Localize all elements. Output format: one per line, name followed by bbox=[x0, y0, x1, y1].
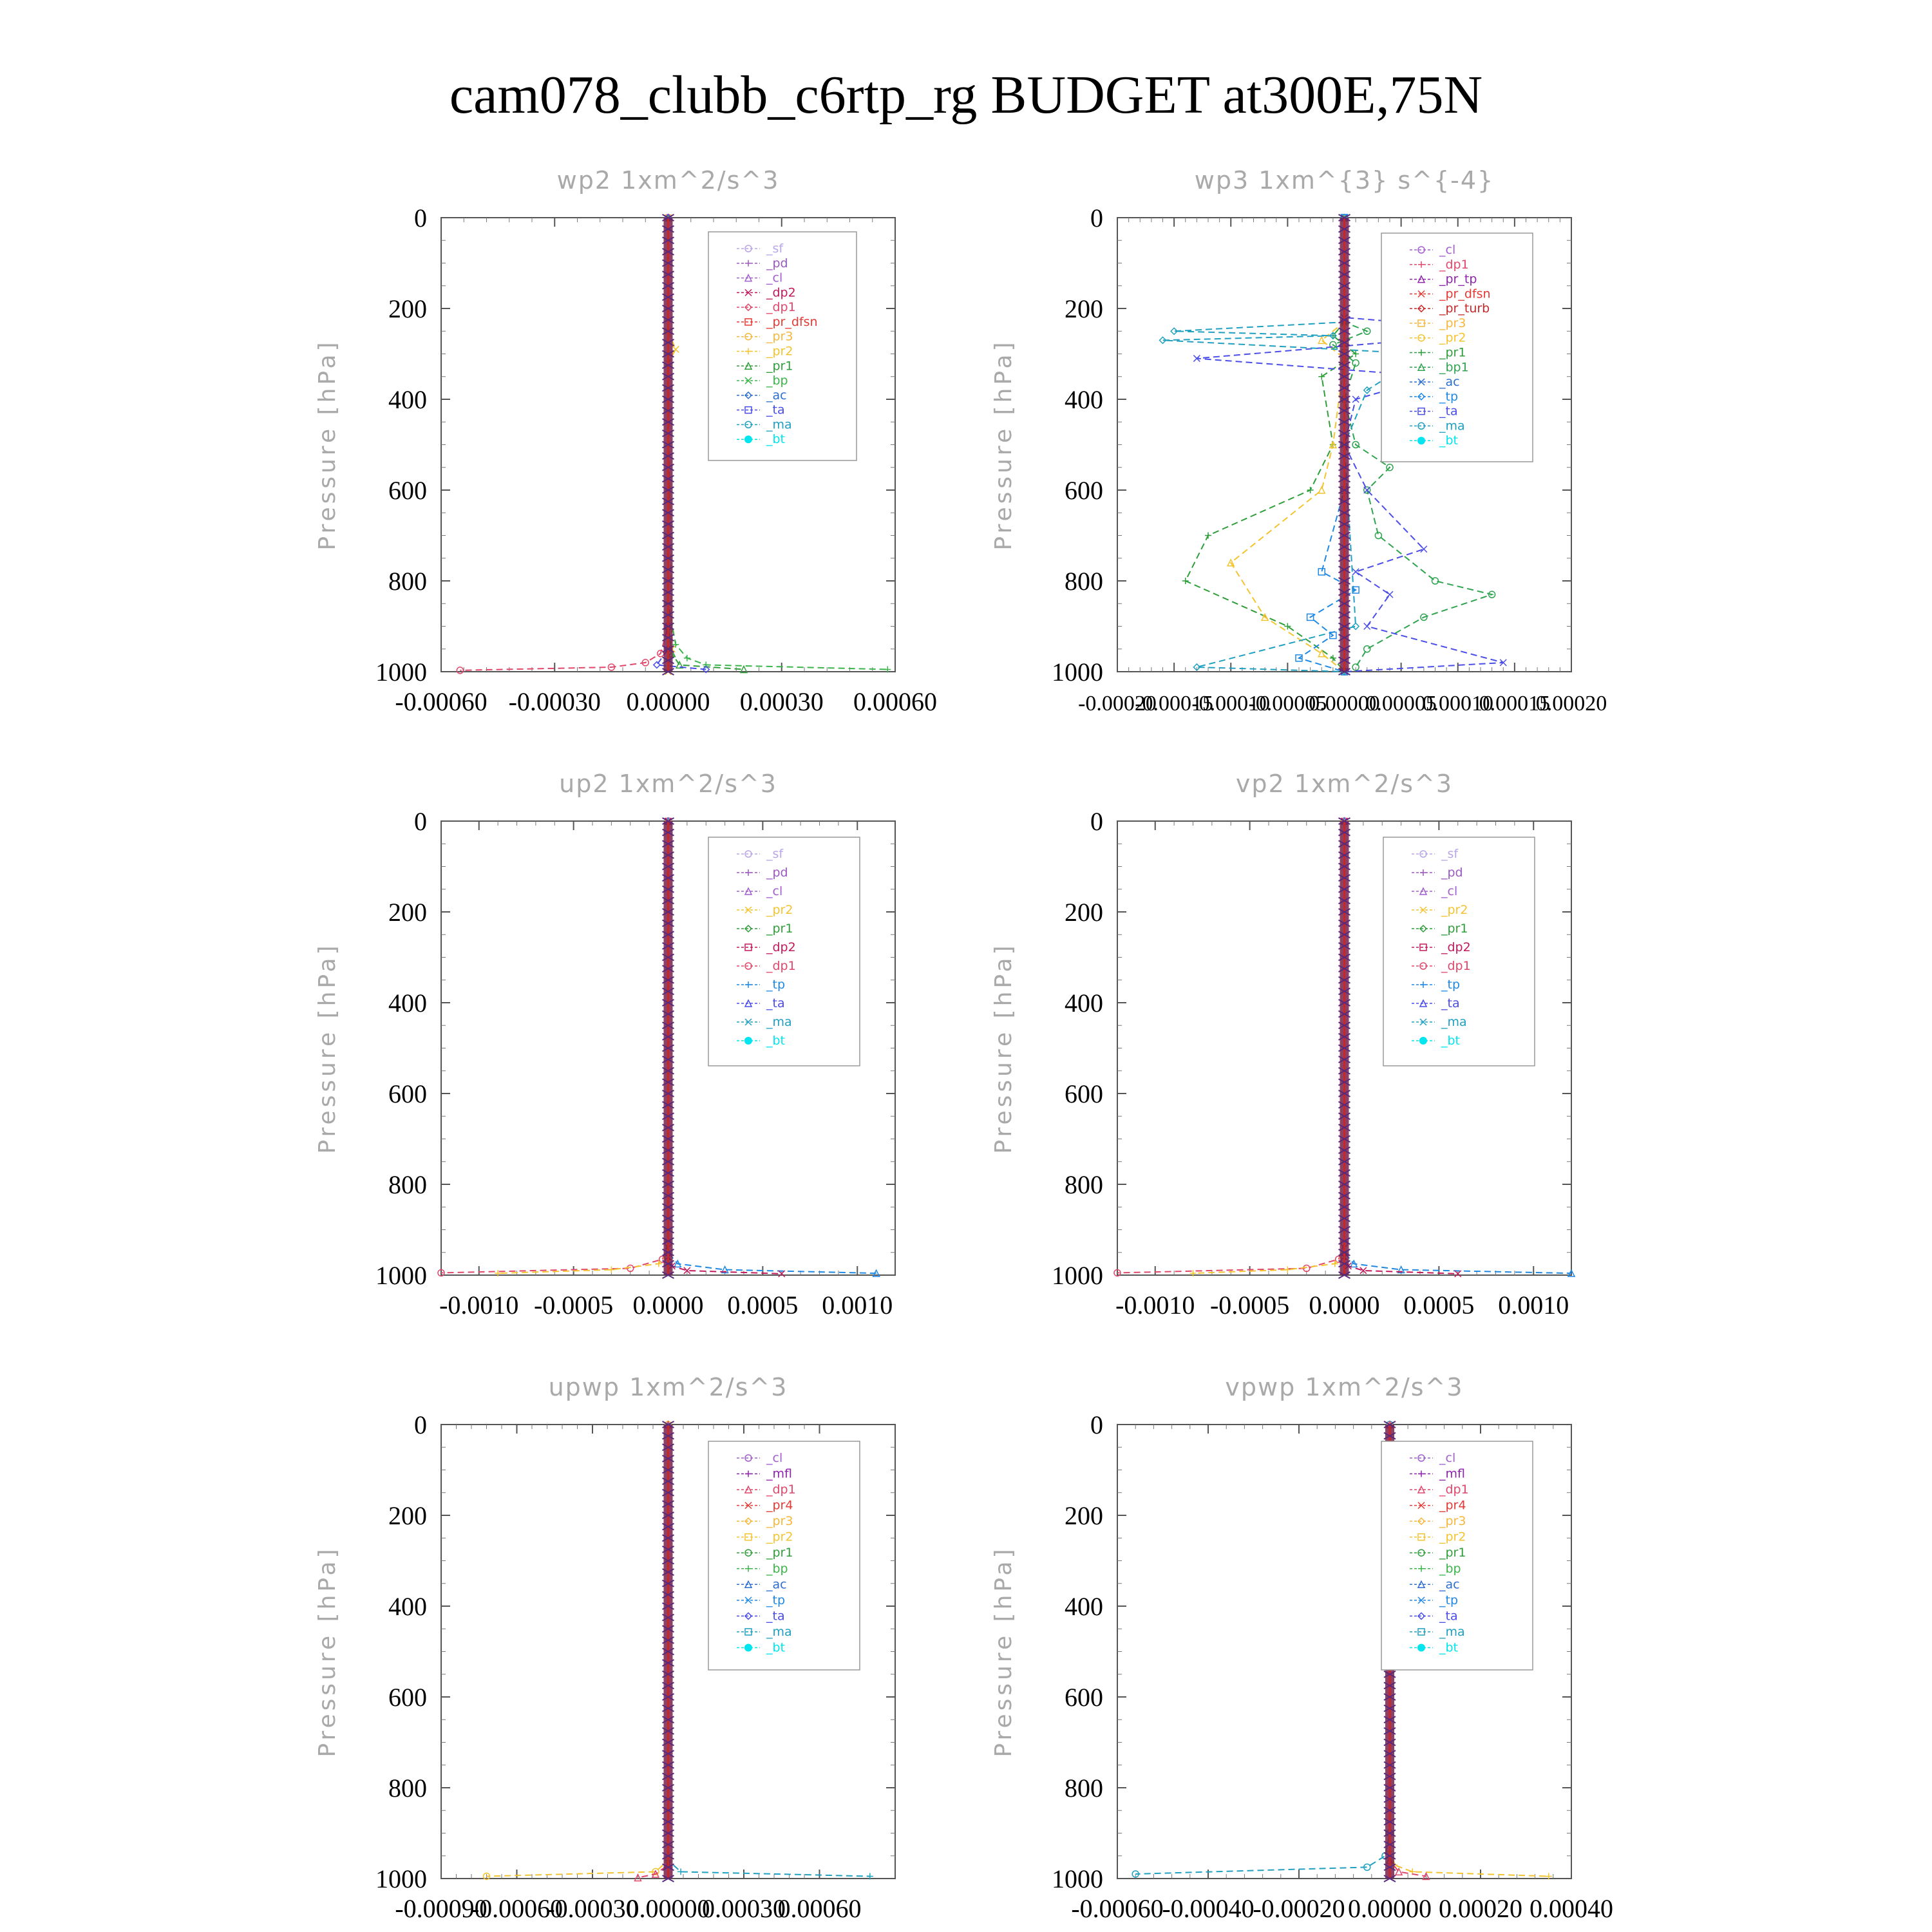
legend-label: _pr2 bbox=[1439, 330, 1466, 345]
legend-label: _dp1 bbox=[1439, 1482, 1469, 1497]
legend-label: _ma bbox=[1441, 1015, 1467, 1029]
legend-label: _bt bbox=[1441, 1034, 1461, 1048]
legend-label: _tp bbox=[766, 978, 786, 992]
y-tick-label: 400 bbox=[1065, 385, 1103, 414]
legend-label: _ma bbox=[766, 1624, 792, 1639]
y-tick-label: 0 bbox=[1090, 1410, 1103, 1439]
y-tick-label: 200 bbox=[1065, 294, 1103, 323]
legend-marker bbox=[744, 435, 752, 443]
legend-label: _sf bbox=[1441, 847, 1459, 861]
x-tick-label: -0.00030 bbox=[546, 1894, 639, 1923]
legend-label: _bp bbox=[766, 1561, 788, 1576]
x-tick-label: -0.00060 bbox=[1071, 1894, 1164, 1923]
data-point bbox=[608, 1267, 614, 1273]
legend-label: _pr3 bbox=[1439, 1514, 1466, 1529]
x-tick-label: -0.0010 bbox=[1115, 1291, 1195, 1320]
series-line-ma bbox=[1135, 1425, 1390, 1874]
legend-label: _pr2 bbox=[766, 903, 793, 917]
x-tick-label: 0.00015 bbox=[1479, 692, 1551, 715]
data-point bbox=[1318, 337, 1325, 343]
legend-label: _tp bbox=[1439, 389, 1459, 404]
legend-label: _pr_tp bbox=[1439, 272, 1477, 287]
legend-label: _cl bbox=[1439, 243, 1456, 257]
panel-title: vpwp 1xm^2/s^3 bbox=[1225, 1373, 1464, 1401]
legend-label: _pr_dfsn bbox=[766, 314, 818, 329]
legend-marker bbox=[744, 1037, 752, 1045]
data-point bbox=[1421, 546, 1427, 553]
y-tick-label: 1000 bbox=[375, 658, 427, 687]
legend-label: _pr1 bbox=[1439, 345, 1466, 360]
x-tick-label: -0.00015 bbox=[1135, 692, 1214, 715]
legend-label: _sf bbox=[766, 847, 784, 861]
legend-label: _pr3 bbox=[766, 329, 793, 344]
legend-label: _pr2 bbox=[766, 1530, 793, 1544]
legend-label: _pr1 bbox=[1441, 922, 1468, 936]
legend-label: _pr_turb bbox=[1439, 301, 1490, 316]
legend-label: _ta bbox=[766, 1609, 785, 1624]
series-line-dp1 bbox=[1117, 821, 1345, 1273]
legend-label: _dp1 bbox=[1441, 959, 1471, 973]
y-axis-label: Pressure [hPa] bbox=[990, 942, 1017, 1154]
x-tick-label: -0.00060 bbox=[470, 1894, 564, 1923]
x-tick-label: -0.0005 bbox=[533, 1291, 614, 1320]
legend-label: _pr_dfsn bbox=[1439, 287, 1491, 301]
legend-marker bbox=[1417, 1643, 1425, 1651]
legend-label: _ma bbox=[1439, 419, 1465, 433]
series-line-pr2 bbox=[1193, 821, 1345, 1273]
y-tick-label: 600 bbox=[388, 1683, 427, 1712]
data-point bbox=[1318, 487, 1325, 493]
y-tick-label: 200 bbox=[388, 1501, 427, 1530]
y-tick-label: 800 bbox=[388, 1774, 427, 1803]
legend-label: _pr2 bbox=[1439, 1530, 1466, 1544]
legend-label: _pr1 bbox=[766, 359, 793, 374]
series-line-pr2 bbox=[1231, 218, 1344, 672]
legend-label: _ma bbox=[1439, 1624, 1465, 1639]
legend-label: _ma bbox=[766, 1015, 792, 1029]
legend-label: _cl bbox=[766, 270, 783, 285]
x-tick-label: 0.00010 bbox=[1422, 692, 1493, 715]
y-tick-label: 0 bbox=[1090, 204, 1103, 232]
legend-label: _dp2 bbox=[766, 285, 796, 300]
y-tick-label: 200 bbox=[388, 294, 427, 323]
legend-label: _pr3 bbox=[1439, 316, 1466, 330]
y-tick-label: 400 bbox=[1065, 989, 1103, 1018]
data-point bbox=[1205, 533, 1211, 539]
x-tick-label: 0.00030 bbox=[739, 687, 824, 716]
legend-label: _ac bbox=[1439, 1577, 1460, 1592]
legend-label: _dp1 bbox=[1439, 257, 1469, 272]
legend-marker bbox=[744, 1643, 752, 1651]
legend-label: _sf bbox=[766, 242, 784, 256]
y-tick-label: 0 bbox=[414, 204, 427, 232]
legend-label: _dp1 bbox=[766, 300, 796, 315]
x-tick-label: -0.0005 bbox=[1209, 1291, 1290, 1320]
x-tick-label: 0.0000 bbox=[1309, 1291, 1380, 1320]
data-point bbox=[1352, 360, 1359, 366]
y-tick-label: 1000 bbox=[375, 1261, 427, 1290]
legend-label: _dp1 bbox=[766, 959, 796, 973]
legend-label: _ac bbox=[1439, 375, 1460, 390]
x-tick-label: -0.00040 bbox=[1162, 1894, 1255, 1923]
data-point bbox=[684, 655, 690, 661]
data-point bbox=[1387, 591, 1393, 598]
chart-panels bbox=[314, 166, 1613, 1923]
series-line-pr2 bbox=[498, 821, 668, 1273]
y-tick-label: 200 bbox=[1065, 898, 1103, 927]
y-tick-label: 0 bbox=[1090, 807, 1103, 836]
x-tick-label: -0.00010 bbox=[1191, 692, 1271, 715]
legend-label: _bt bbox=[1439, 433, 1459, 448]
y-tick-label: 400 bbox=[388, 989, 427, 1018]
x-tick-label: 0.00000 bbox=[626, 687, 710, 716]
x-tick-label: -0.0010 bbox=[439, 1291, 519, 1320]
y-tick-label: 200 bbox=[1065, 1501, 1103, 1530]
y-tick-label: 600 bbox=[388, 476, 427, 505]
legend-label: _bt bbox=[766, 432, 786, 447]
x-tick-label: 0.0005 bbox=[1403, 1291, 1475, 1320]
legend-label: _cl bbox=[1439, 1451, 1456, 1465]
y-axis-label: Pressure [hPa] bbox=[314, 1546, 341, 1757]
y-tick-label: 800 bbox=[1065, 567, 1103, 596]
x-tick-label: 0.00000 bbox=[626, 1894, 710, 1923]
legend-label: _ta bbox=[766, 996, 785, 1010]
figure-title: cam078_clubb_c6rtp_rg BUDGET at300E,75N bbox=[449, 65, 1483, 125]
y-axis-label: Pressure [hPa] bbox=[314, 339, 341, 551]
x-tick-label: 0.00040 bbox=[1530, 1894, 1613, 1923]
y-tick-label: 800 bbox=[1065, 1774, 1103, 1803]
panel-5 bbox=[314, 1373, 895, 1923]
series-line-dp1 bbox=[638, 1425, 668, 1878]
legend-label: _tp bbox=[766, 1593, 786, 1607]
data-point bbox=[1364, 646, 1370, 652]
x-tick-label: 0.00060 bbox=[777, 1894, 862, 1923]
data-point bbox=[677, 1868, 684, 1875]
series-line-pr2 bbox=[487, 1425, 668, 1876]
legend-label: _ta bbox=[1439, 404, 1458, 419]
y-axis-label: Pressure [hPa] bbox=[314, 942, 341, 1154]
x-tick-label: 0.00000 bbox=[1309, 692, 1380, 715]
y-tick-label: 0 bbox=[414, 1410, 427, 1439]
y-tick-label: 400 bbox=[388, 385, 427, 414]
y-tick-label: 600 bbox=[388, 1079, 427, 1108]
data-point bbox=[1364, 623, 1370, 630]
legend-label: _dp2 bbox=[1441, 940, 1471, 954]
legend-label: _pr2 bbox=[766, 344, 793, 359]
legend-label: _bt bbox=[766, 1034, 786, 1048]
legend-marker bbox=[1419, 1037, 1427, 1045]
y-axis-label: Pressure [hPa] bbox=[990, 1546, 1017, 1757]
legend-label: _cl bbox=[766, 1451, 783, 1465]
legend-marker bbox=[1417, 437, 1425, 444]
y-tick-label: 1000 bbox=[375, 1864, 427, 1893]
y-tick-label: 800 bbox=[388, 567, 427, 596]
legend-label: _ac bbox=[766, 388, 787, 402]
legend-label: _dp2 bbox=[766, 940, 796, 954]
x-tick-label: -0.00030 bbox=[508, 687, 601, 716]
legend-label: _cl bbox=[766, 884, 783, 898]
legend-label: _pr3 bbox=[766, 1514, 793, 1529]
series-line-dp1 bbox=[460, 218, 668, 670]
y-tick-label: 200 bbox=[388, 898, 427, 927]
y-tick-label: 800 bbox=[1065, 1170, 1103, 1199]
y-tick-label: 1000 bbox=[1052, 658, 1103, 687]
y-tick-label: 600 bbox=[1065, 1683, 1103, 1712]
legend-label: _bt bbox=[1439, 1640, 1459, 1655]
legend-label: _pr1 bbox=[766, 1546, 793, 1560]
x-tick-label: -0.00060 bbox=[395, 687, 488, 716]
legend-label: _ta bbox=[1441, 996, 1460, 1010]
x-tick-label: -0.00020 bbox=[1253, 1894, 1345, 1923]
x-tick-label: 0.00000 bbox=[1348, 1894, 1432, 1923]
x-tick-label: 0.0010 bbox=[1498, 1291, 1569, 1320]
x-tick-label: -0.00020 bbox=[1078, 692, 1157, 715]
panel-2 bbox=[990, 166, 1607, 715]
x-tick-label: -0.00090 bbox=[395, 1894, 488, 1923]
x-tick-label: 0.00030 bbox=[702, 1894, 786, 1923]
panel-title: upwp 1xm^2/s^3 bbox=[548, 1373, 788, 1401]
y-axis-label: Pressure [hPa] bbox=[990, 339, 1017, 551]
legend-label: _ta bbox=[766, 402, 785, 417]
x-tick-label: 0.00020 bbox=[1439, 1894, 1522, 1923]
panel-title: vp2 1xm^2/s^3 bbox=[1235, 770, 1454, 798]
legend-label: _pr1 bbox=[766, 922, 793, 936]
legend-label: _pr2 bbox=[1441, 903, 1468, 917]
legend-label: _tp bbox=[1441, 978, 1461, 992]
x-tick-label: -0.00005 bbox=[1248, 692, 1327, 715]
y-tick-label: 400 bbox=[1065, 1592, 1103, 1621]
data-point bbox=[1307, 487, 1314, 493]
panel-title: wp2 1xm^2/s^3 bbox=[556, 166, 780, 194]
y-tick-label: 800 bbox=[388, 1170, 427, 1199]
y-tick-label: 0 bbox=[414, 807, 427, 836]
data-point bbox=[1284, 1267, 1291, 1273]
panel-3 bbox=[314, 770, 895, 1320]
x-tick-label: 0.00020 bbox=[1535, 692, 1607, 715]
legend-label: _cl bbox=[1441, 884, 1458, 898]
legend-label: _pd bbox=[766, 256, 788, 270]
y-tick-label: 1000 bbox=[1052, 1864, 1103, 1893]
legend-label: _bp1 bbox=[1439, 360, 1469, 375]
legend-label: _dp1 bbox=[766, 1482, 796, 1497]
y-tick-label: 600 bbox=[1065, 476, 1103, 505]
legend-label: _ta bbox=[1439, 1609, 1458, 1624]
legend-label: _pd bbox=[1441, 866, 1463, 880]
legend-label: _pr4 bbox=[1439, 1498, 1466, 1513]
panel-title: up2 1xm^2/s^3 bbox=[559, 770, 777, 798]
legend-label: _mfl bbox=[766, 1466, 792, 1481]
legend-label: _pr1 bbox=[1439, 1546, 1466, 1560]
legend-label: _pd bbox=[766, 866, 788, 880]
y-tick-label: 1000 bbox=[1052, 1261, 1103, 1290]
legend-label: _pr4 bbox=[766, 1498, 793, 1513]
data-point bbox=[1352, 569, 1359, 575]
legend-label: _tp bbox=[1439, 1593, 1459, 1607]
x-tick-label: 0.0010 bbox=[822, 1291, 893, 1320]
panel-1 bbox=[314, 166, 937, 716]
legend-label: _bp bbox=[766, 374, 788, 388]
legend-label: _bt bbox=[766, 1640, 786, 1655]
panel-6 bbox=[990, 1373, 1613, 1923]
x-tick-label: 0.0005 bbox=[727, 1291, 799, 1320]
legend-label: _bp bbox=[1439, 1561, 1461, 1576]
x-tick-label: 0.0000 bbox=[632, 1291, 704, 1320]
legend-label: _ac bbox=[766, 1577, 787, 1592]
data-point bbox=[1182, 578, 1189, 584]
series-line-dp1 bbox=[441, 821, 668, 1273]
panel-4 bbox=[990, 770, 1575, 1320]
y-tick-label: 400 bbox=[388, 1592, 427, 1621]
legend-label: _ma bbox=[766, 417, 792, 432]
x-tick-label: 0.00005 bbox=[1365, 692, 1437, 715]
panel-title: wp3 1xm^{3} s^{-4} bbox=[1194, 166, 1495, 194]
y-tick-label: 600 bbox=[1065, 1079, 1103, 1108]
legend-label: _mfl bbox=[1439, 1466, 1465, 1481]
x-tick-label: 0.00060 bbox=[853, 687, 937, 716]
